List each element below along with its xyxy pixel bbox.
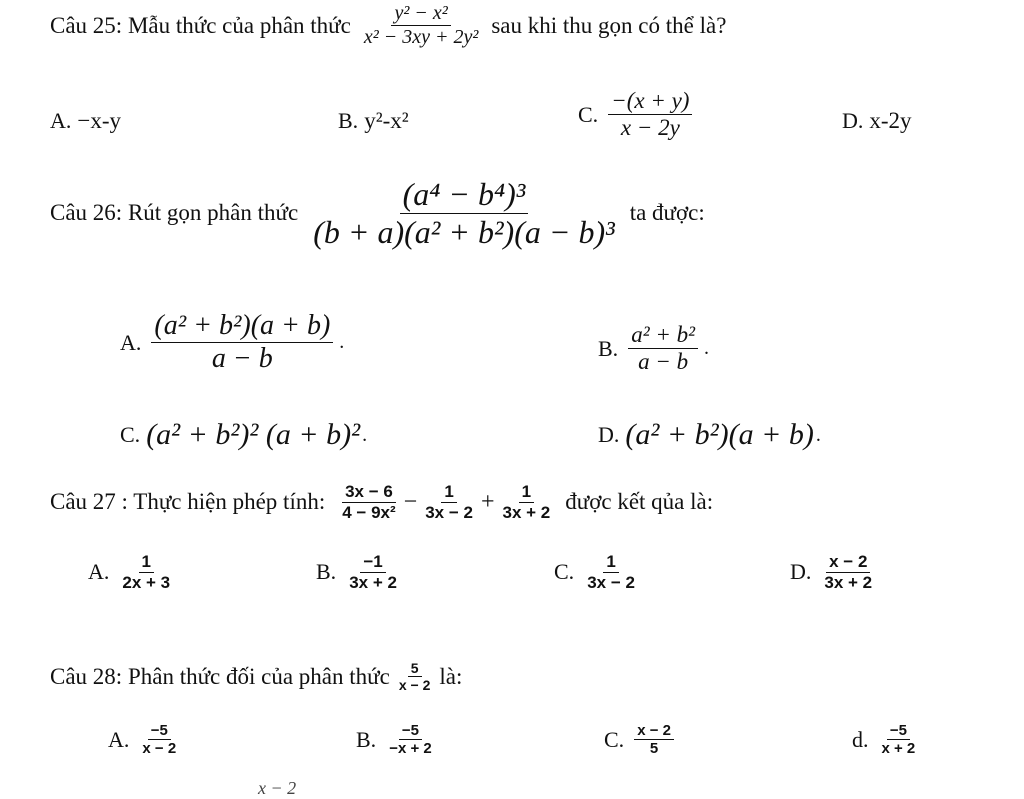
q27-option-d-numerator: x − 2 bbox=[826, 552, 870, 573]
q28-option-c-fraction bbox=[634, 722, 674, 758]
q27-option-a-fraction bbox=[119, 552, 173, 592]
q26-option-d-text: (a² + b²)(a + b) bbox=[625, 418, 814, 451]
cutoff-text: x − 2 bbox=[258, 778, 297, 798]
q28-option-d-numerator: −5 bbox=[887, 722, 910, 740]
q28-option-a-label: A. bbox=[108, 726, 130, 752]
q26-option-d[interactable]: D. (a² + b²)(a + b) . bbox=[598, 418, 821, 451]
q27-option-b-numerator: −1 bbox=[360, 552, 385, 573]
q28-stem bbox=[50, 660, 462, 693]
q28-option-d[interactable] bbox=[852, 722, 922, 758]
q28-option-d-denominator: x + 2 bbox=[881, 740, 916, 758]
q27-option-d-label: D. bbox=[790, 559, 812, 585]
q28-option-c[interactable] bbox=[604, 722, 678, 758]
q27-fraction-3-numerator: 1 bbox=[519, 482, 534, 503]
q28-option-b-denominator: −x + 2 bbox=[389, 740, 432, 758]
q27-fraction-2 bbox=[422, 482, 476, 522]
q28-option-b-label: B. bbox=[356, 726, 377, 752]
q26-option-c-text: (a² + b²)² (a + b)² bbox=[146, 418, 361, 451]
q27-fraction-2-denominator: 3x − 2 bbox=[425, 502, 473, 522]
q26-prefix: Câu 26: Rút gọn phân thức bbox=[50, 200, 299, 226]
q27-operator-minus: − bbox=[403, 488, 418, 515]
q26-fraction bbox=[310, 176, 618, 251]
q28-option-b[interactable] bbox=[356, 722, 439, 758]
q26-option-b-fraction bbox=[628, 322, 698, 376]
q28-fraction-denominator: x − 2 bbox=[398, 677, 431, 694]
q27-operator-plus: + bbox=[480, 488, 495, 515]
q25-stem bbox=[50, 2, 726, 49]
q25-fraction-denominator: x² − 3xy + 2y² bbox=[363, 26, 479, 48]
q28-option-a-fraction bbox=[139, 722, 179, 758]
q25-option-c[interactable] bbox=[578, 88, 696, 142]
q25-option-c-fraction bbox=[608, 88, 692, 142]
q28-option-a-denominator: x − 2 bbox=[142, 740, 177, 758]
q26-option-c-label: C. bbox=[120, 422, 141, 447]
q25-option-a-label: A. bbox=[50, 108, 72, 133]
q27-prefix: Câu 27 : Thực hiện phép tính: bbox=[50, 489, 326, 515]
q28-option-c-label: C. bbox=[604, 726, 625, 752]
q26-option-d-label: D. bbox=[598, 422, 620, 447]
q28-suffix: là: bbox=[439, 663, 463, 689]
q26-option-a-denominator: a − b bbox=[211, 343, 273, 375]
q26-suffix: ta được: bbox=[629, 200, 705, 226]
q27-option-a-denominator: 2x + 3 bbox=[122, 572, 171, 592]
q28-option-b-numerator: −5 bbox=[399, 722, 422, 740]
q27-option-c-numerator: 1 bbox=[603, 552, 618, 573]
q27-option-c-denominator: 3x − 2 bbox=[587, 572, 635, 592]
q27-fraction-3 bbox=[499, 482, 553, 522]
q27-option-b-fraction bbox=[346, 552, 400, 592]
q25-option-d-text: x-2y bbox=[869, 108, 912, 133]
q26-stem bbox=[50, 176, 705, 251]
q27-option-b-denominator: 3x + 2 bbox=[349, 572, 397, 592]
q27-option-b[interactable] bbox=[316, 552, 404, 592]
q26-option-a[interactable]: A. $\frac{\text{(a² + b²)(a + b)}}{a - b}$ . bbox=[120, 310, 345, 375]
q28-option-a-numerator: −5 bbox=[148, 722, 171, 740]
q25-option-c-denominator: x − 2y bbox=[620, 115, 680, 141]
q27-option-d[interactable] bbox=[790, 552, 879, 592]
q26-fraction-numerator: (a⁴ − b⁴)³ bbox=[400, 176, 529, 214]
q27-option-a-numerator: 1 bbox=[139, 552, 154, 573]
q27-option-a[interactable] bbox=[88, 552, 177, 592]
q27-suffix: được kết qủa là: bbox=[565, 489, 714, 515]
q27-option-c[interactable] bbox=[554, 552, 642, 592]
q28-option-c-numerator: x − 2 bbox=[634, 722, 674, 740]
q25-suffix: sau khi thu gọn có thể là? bbox=[491, 12, 727, 38]
q26-option-a-numerator: (a² + b²)(a + b) bbox=[151, 310, 333, 343]
q27-option-d-fraction bbox=[821, 552, 875, 592]
q26-option-b[interactable]: B. $\frac{\text{a² + b²}}{a - b}$ . bbox=[598, 322, 709, 375]
q25-option-d[interactable] bbox=[842, 108, 912, 134]
q26-fraction-denominator: (b + a)(a² + b²)(a − b)³ bbox=[313, 213, 615, 250]
q27-option-c-label: C. bbox=[554, 559, 575, 585]
q26-option-b-label: B. bbox=[598, 335, 619, 361]
q25-fraction-numerator: y² − x² bbox=[391, 2, 450, 26]
q28-fraction bbox=[396, 660, 434, 693]
q28-fraction-numerator: 5 bbox=[408, 660, 422, 677]
q26-option-c[interactable]: C. (a² + b²)² (a + b)² . bbox=[120, 418, 368, 451]
q27-option-d-denominator: 3x + 2 bbox=[824, 572, 873, 592]
q27-option-c-fraction bbox=[584, 552, 638, 592]
q27-fraction-1 bbox=[339, 482, 398, 522]
q26-option-a-label: A. bbox=[120, 329, 142, 355]
q27-stem bbox=[50, 482, 713, 522]
q27-fraction-1-denominator: 4 − 9x² bbox=[342, 502, 396, 522]
q25-option-b[interactable] bbox=[338, 108, 409, 134]
q25-option-c-numerator: −(x + y) bbox=[608, 88, 692, 115]
q27-fraction-3-denominator: 3x + 2 bbox=[502, 502, 551, 522]
q28-option-a[interactable] bbox=[108, 722, 183, 758]
q28-option-d-fraction bbox=[879, 722, 919, 758]
q25-option-a[interactable] bbox=[50, 108, 121, 134]
q28-prefix: Câu 28: Phân thức đối của phân thức bbox=[50, 663, 390, 689]
q28-option-b-fraction bbox=[386, 722, 435, 758]
q27-option-b-label: B. bbox=[316, 559, 337, 585]
q25-fraction bbox=[361, 2, 482, 49]
q27-fraction-1-numerator: 3x − 6 bbox=[342, 482, 396, 503]
q26-option-a-fraction bbox=[151, 310, 333, 375]
q27-option-a-label: A. bbox=[88, 559, 110, 585]
q28-option-c-denominator: 5 bbox=[649, 740, 659, 758]
q25-prefix: Câu 25: Mẫu thức của phân thức bbox=[50, 12, 351, 38]
q26-option-b-denominator: a − b bbox=[638, 349, 689, 375]
q25-option-a-text: −x-y bbox=[77, 108, 122, 133]
q26-option-b-numerator: a² + b² bbox=[628, 322, 698, 349]
q25-option-b-label: B. bbox=[338, 108, 359, 133]
q25-option-d-label: D. bbox=[842, 108, 864, 133]
q27-fraction-2-numerator: 1 bbox=[441, 482, 456, 503]
q25-option-b-text: y²-x² bbox=[364, 108, 409, 133]
q28-option-d-label: d. bbox=[852, 726, 869, 752]
q25-option-c-label: C. bbox=[578, 101, 599, 127]
